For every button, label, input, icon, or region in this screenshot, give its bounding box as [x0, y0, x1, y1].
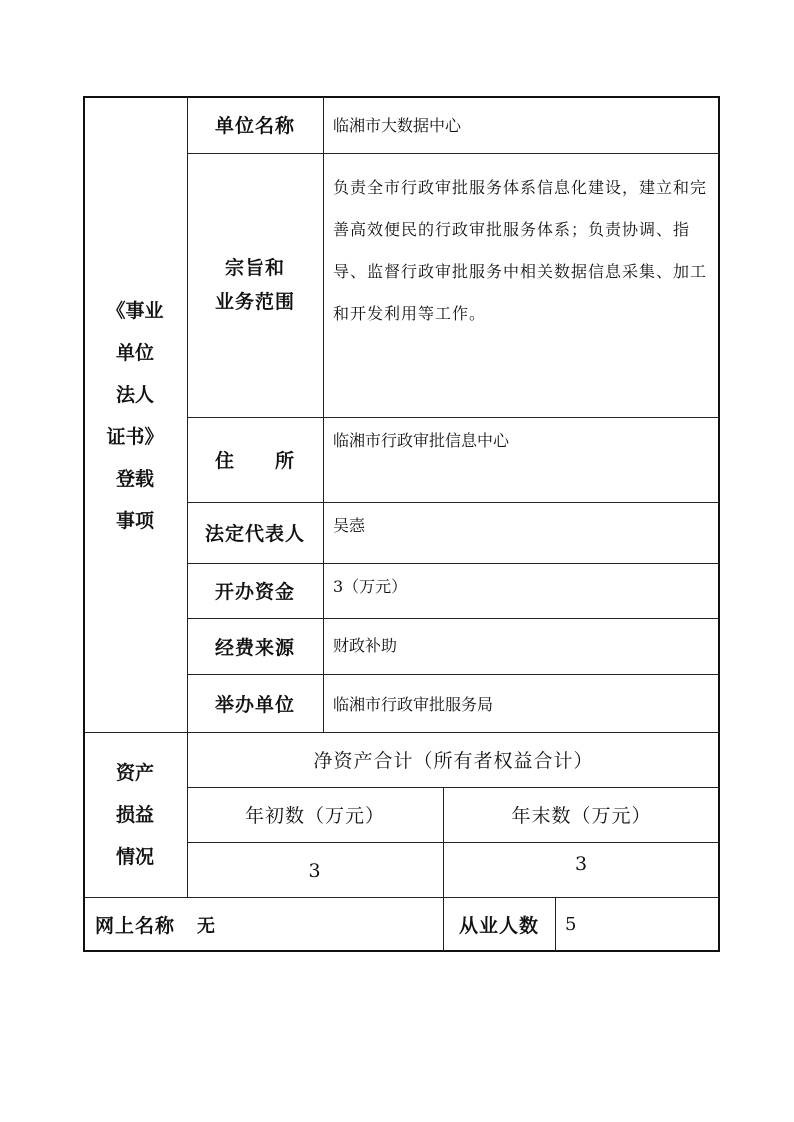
employees-label: 从业人数	[458, 915, 539, 937]
funding-source-label: 经费来源	[214, 636, 295, 659]
registration-section-title: 《事业 单位 法人 证书》 登载 事项	[106, 300, 164, 532]
purpose-label: 宗旨和 业务范围	[214, 257, 295, 313]
ending-value: 3	[574, 853, 589, 875]
sponsor-value: 临湘市行政审批服务局	[333, 694, 494, 714]
unit-name-value: 临湘市大数据中心	[333, 116, 462, 135]
address-value: 临湘市行政审批信息中心	[333, 430, 510, 450]
net-assets-title: 净资产合计（所有者权益合计）	[313, 750, 594, 772]
online-name-value: 无	[197, 915, 215, 937]
capital-value: 3（万元）	[333, 576, 408, 596]
capital-label: 开办资金	[214, 581, 295, 603]
legal-representative-value: 吴悫	[333, 515, 366, 535]
online-name-label: 网上名称	[94, 915, 175, 937]
ending-label: 年末数（万元）	[511, 805, 652, 827]
unit-name-label: 单位名称	[214, 115, 295, 137]
beginning-value: 3	[308, 859, 322, 882]
purpose-value: 负责全市行政审批服务体系信息化建设，建立和完善高效便民的行政审批服务体系；负责协调、指导、监督行政审批服务中相关数据信息采集、加工和开发利用等工作。	[333, 178, 708, 323]
beginning-label: 年初数（万元）	[244, 805, 385, 827]
legal-representative-label: 法定代表人	[204, 523, 305, 545]
employees-value: 5	[565, 914, 577, 935]
assets-section-title: 资产 损益 情况	[115, 761, 154, 868]
registration-form-table	[83, 96, 720, 952]
address-label: 住 所	[214, 450, 295, 472]
sponsor-label: 举办单位	[214, 693, 295, 716]
funding-source-value: 财政补助	[333, 635, 398, 655]
